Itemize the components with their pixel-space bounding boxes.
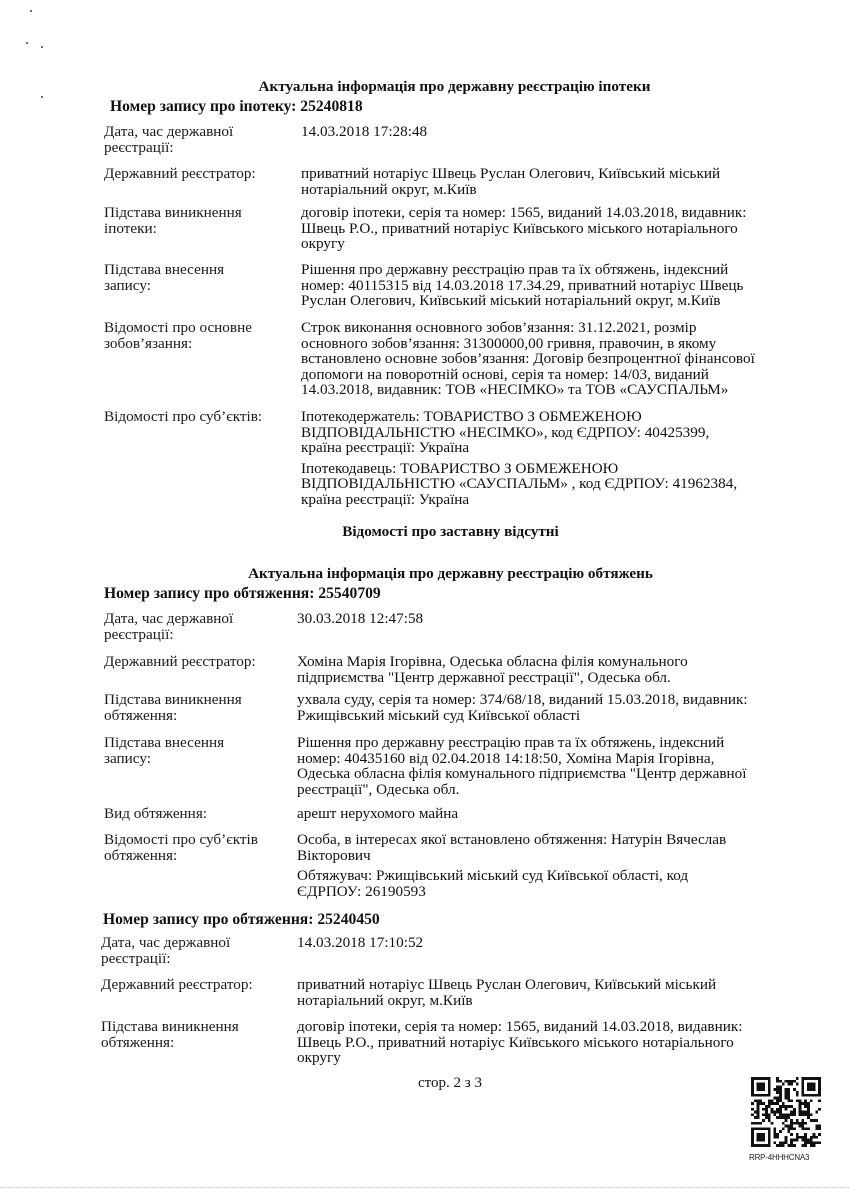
value-line: Ржищівський міський суд Київської області (297, 706, 581, 724)
detail-label (104, 124, 294, 155)
mortgage-section-title: Актуальна інформація про державну реєстрацію іпотеки (258, 78, 651, 95)
value-paragraph (301, 205, 746, 252)
value-paragraph (301, 409, 737, 456)
value-line: реєстрації", Одеська обл. (297, 780, 460, 798)
detail-label (104, 832, 294, 863)
value-line: Рішення про державну реєстрацію прав та їх обтяжень, індексний (297, 734, 725, 751)
label-line: зобов’язання: (104, 334, 193, 352)
value-line: Особа, в інтересах якої встановлено обтяження: Натурін Вячеслав (297, 831, 727, 848)
label-line: запису: (104, 276, 151, 294)
encumbrance-record-title: Номер запису про обтяження: 25240450 (103, 911, 380, 928)
detail-value (297, 654, 688, 685)
value-line: Строк виконання основного зобов’язання: 31.12.2021, розмір (301, 319, 697, 336)
value-line: допомоги на поворотній основі, серія та номер: 14/03, виданий (301, 365, 709, 383)
value-paragraph (297, 832, 726, 863)
label-line: Дата, час державної (104, 123, 234, 140)
detail-value (301, 166, 720, 197)
detail-label (104, 409, 294, 425)
detail-value (297, 832, 726, 899)
detail-label (101, 1019, 291, 1050)
value-paragraph (297, 935, 423, 951)
label-line: Підстава виникнення (104, 691, 242, 708)
value-line: основного зобов’язання: 31300000,00 гривня, правочин, в якому (301, 334, 717, 352)
label-line: Підстава внесення (104, 734, 225, 751)
value-line: договір іпотеки, серія та номер: 1565, виданий 14.03.2018, видавник: (297, 1018, 743, 1035)
value-line: країна реєстрації: Україна (301, 439, 470, 456)
detail-label (104, 166, 294, 182)
detail-label (104, 611, 294, 642)
detail-value (297, 977, 716, 1008)
page-number: стор. 2 з 3 (418, 1075, 482, 1091)
detail-value (297, 806, 458, 822)
label-line: обтяження: (104, 846, 178, 864)
detail-label (104, 654, 294, 670)
value-line: договір іпотеки, серія та номер: 1565, виданий 14.03.2018, видавник: (301, 204, 747, 221)
scan-dot (26, 42, 28, 44)
detail-value (297, 692, 748, 723)
detail-value (301, 205, 746, 252)
label-line: реєстрації: (101, 949, 171, 967)
page-bottom-edge (0, 1187, 849, 1188)
label-line: іпотеки: (104, 219, 157, 237)
detail-label (104, 320, 294, 351)
qr-code-label: RRP-4HHHCNA3 (749, 1153, 810, 1162)
value-paragraph (297, 806, 458, 822)
value-line: Рішення про державну реєстрацію прав та їх обтяжень, індексний (301, 261, 729, 278)
detail-value (301, 320, 755, 398)
encumbrance-record-title: Номер запису про обтяження: 25540709 (104, 585, 381, 602)
value-line: Хоміна Марія Ігорівна, Одеська обласна філія комунального (297, 653, 688, 670)
value-line: країна реєстрації: Україна (301, 490, 470, 508)
value-paragraph (297, 735, 746, 797)
value-line: 14.03.2018 17:10:52 (297, 934, 424, 951)
value-line: ВІДПОВІДАЛЬНІСТЮ «НЕСІМКО», код ЄДРПОУ: 40425399, (301, 423, 710, 441)
value-paragraph (297, 654, 688, 685)
value-line: номер: 40435160 від 02.04.2018 14:18:50, Хоміна Марія Ігорівна, (297, 749, 715, 767)
value-line: ВІДПОВІДАЛЬНІСТЮ «САУСПАЛЬМ» , код ЄДРПОУ: 41962384, (301, 475, 738, 492)
detail-label (104, 735, 294, 766)
value-line: Вікторович (297, 846, 371, 864)
value-line: 30.03.2018 12:47:58 (297, 610, 424, 627)
label-line: реєстрації: (104, 625, 174, 643)
detail-value (297, 1019, 742, 1066)
value-line: ЄДРПОУ: 26190593 (297, 882, 426, 900)
detail-value (297, 735, 746, 797)
value-line: округу (301, 235, 345, 252)
label-line: реєстрації: (104, 138, 174, 156)
value-line: округу (297, 1049, 341, 1066)
value-line: приватний нотаріус Швець Руслан Олегович, Київський міський (301, 165, 721, 182)
detail-label (101, 977, 291, 993)
label-line: обтяження: (104, 706, 178, 724)
value-line: арешт нерухомого майна (297, 805, 459, 822)
label-line: Підстава виникнення (101, 1018, 239, 1035)
value-paragraph (301, 461, 737, 508)
value-paragraph (297, 611, 423, 627)
label-line: Державний реєстратор: (101, 976, 253, 993)
detail-label (104, 262, 294, 293)
label-line: Державний реєстратор: (104, 653, 256, 670)
label-line: обтяження: (101, 1033, 175, 1051)
detail-value (301, 262, 743, 309)
value-line: Іпотекодавець: ТОВАРИСТВО З ОБМЕЖЕНОЮ (301, 459, 619, 477)
value-line: Руслан Олегович, Київський міський нотаріальний округ, м.Київ (301, 292, 721, 309)
scan-dot (41, 96, 43, 98)
detail-value (297, 611, 423, 627)
label-line: Відомості про основне (104, 319, 252, 336)
value-paragraph (297, 868, 726, 899)
label-line: Відомості про суб’єктів (104, 831, 258, 848)
label-line: Державний реєстратор: (104, 165, 256, 182)
detail-label (104, 806, 294, 822)
value-line: Одеська обласна філія комунального підприємства "Центр державної (297, 765, 747, 782)
scan-dot (41, 46, 43, 48)
value-line: Швець Р.О., приватний нотаріус Київського міського нотаріального (297, 1033, 734, 1051)
detail-value (301, 409, 737, 507)
pledge-absent-note: Відомості про заставну відсутні (342, 523, 559, 540)
value-paragraph (301, 124, 427, 140)
value-line: нотаріальний округ, м.Київ (297, 991, 473, 1009)
detail-value (297, 935, 423, 951)
label-line: Підстава внесення (104, 261, 225, 278)
detail-value (301, 124, 427, 140)
detail-label (101, 935, 291, 966)
value-line: Обтяжувач: Ржищівський міський суд Київської області, код (297, 867, 689, 884)
value-paragraph (297, 1019, 742, 1066)
label-line: Дата, час державної (104, 610, 234, 627)
value-line: ухвала суду, серія та номер: 374/68/18, виданий 15.03.2018, видавник: (297, 691, 748, 708)
detail-label (104, 692, 294, 723)
encumbrance-section-title: Актуальна інформація про державну реєстрацію обтяжень (248, 565, 653, 582)
value-line: підприємства "Центр державної реєстрації", Одеська обл. (297, 668, 671, 686)
mortgage-record-title: Номер запису про іпотеку: 25240818 (110, 98, 363, 115)
scan-dot (30, 10, 32, 12)
value-line: 14.03.2018, видавник: ТОВ «НЕСІМКО» та ТОВ «САУСПАЛЬМ» (301, 381, 729, 398)
value-paragraph (297, 977, 716, 1008)
value-line: нотаріальний округ, м.Київ (301, 180, 477, 198)
value-line: Швець Р.О., приватний нотаріус Київського міського нотаріального (301, 219, 738, 237)
value-line: номер: 40115315 від 14.03.2018 17.34.29, приватний нотаріус Швець (301, 276, 744, 294)
label-line: Дата, час державної (101, 934, 231, 951)
label-line: Відомості про суб’єктів: (104, 408, 263, 425)
value-paragraph (301, 320, 755, 398)
value-line: встановлено основне зобов’язання: Договір безпроцентної фінансової (301, 350, 755, 367)
value-paragraph (297, 692, 748, 723)
value-line: 14.03.2018 17:28:48 (301, 123, 428, 140)
value-paragraph (301, 262, 743, 309)
detail-label (104, 205, 294, 236)
label-line: Підстава виникнення (104, 204, 242, 221)
value-line: Іпотекодержатель: ТОВАРИСТВО З ОБМЕЖЕНОЮ (301, 408, 642, 425)
value-paragraph (301, 166, 720, 197)
label-line: запису: (104, 749, 151, 767)
label-line: Вид обтяження: (104, 805, 208, 822)
qr-code (751, 1077, 821, 1147)
value-line: приватний нотаріус Швець Руслан Олегович, Київський міський (297, 976, 717, 993)
